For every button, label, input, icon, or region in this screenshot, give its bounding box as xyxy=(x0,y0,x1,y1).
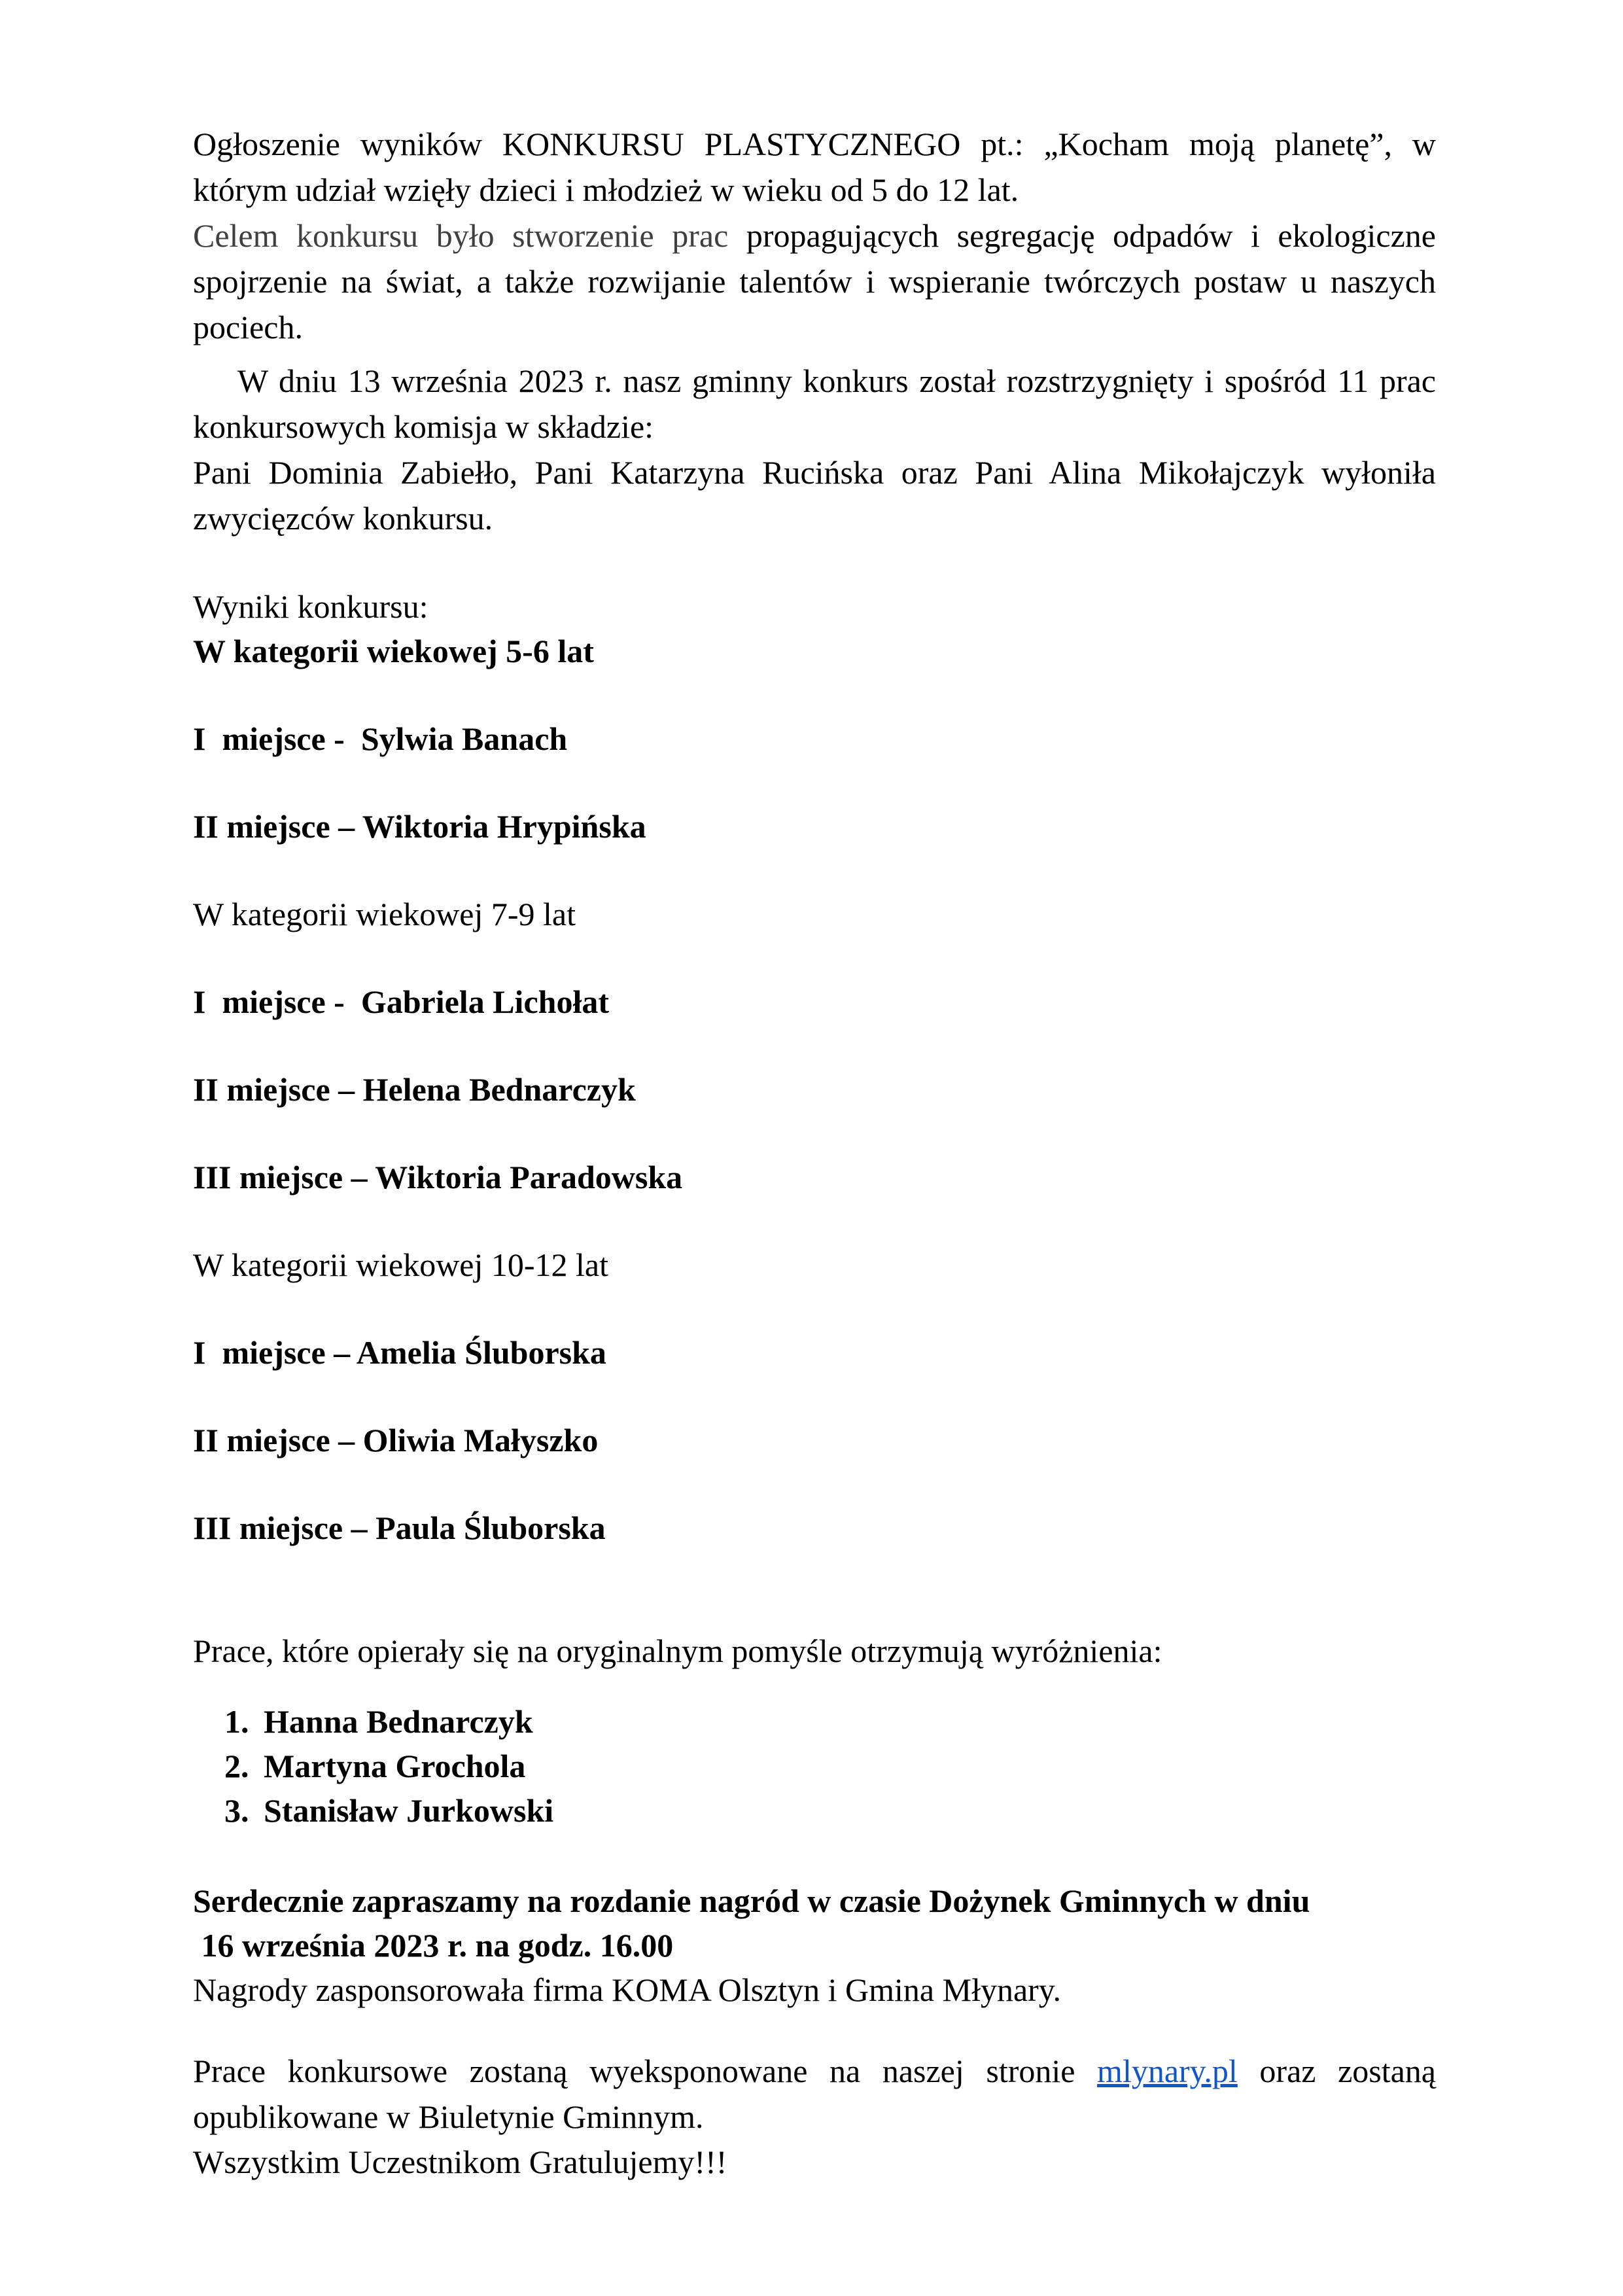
place-line: II miejsce – Helena Bednarczyk xyxy=(193,1071,636,1108)
works-text-after-link: oraz zostaną opublikowane w Biuletynie Gminnym. xyxy=(193,2053,1436,2135)
category-label-7-9: W kategorii wiekowej 7-9 lat xyxy=(193,896,576,932)
place-line: III miejsce – Wiktoria Paradowska xyxy=(193,1159,683,1195)
place-line: I miejsce – Amelia Śluborska xyxy=(193,1334,606,1371)
list-item xyxy=(193,1699,1436,1744)
announcement-paragraph: Ogłoszenie wyników KONKURSU PLASTYCZNEGO pt.: „Kocham moją planetę”, w którym udział wzięły dzieci i młodzież w wieku od 5 do 12 lat. xyxy=(193,126,1436,208)
results-heading: Wyniki konkursu: xyxy=(193,588,428,625)
distinctions-list xyxy=(193,1699,1436,1833)
works-text-before-link: Prace konkursowe zostaną wyeksponowane na naszej stronie xyxy=(193,2053,1098,2089)
place-line: III miejsce – Paula Śluborska xyxy=(193,1510,606,1546)
list-item-number: 2. xyxy=(224,1748,249,1784)
list-item-number: 3. xyxy=(224,1792,249,1829)
place-line: I miejsce - Gabriela Lichołat xyxy=(193,983,609,1020)
place-line: II miejsce – Oliwia Małyszko xyxy=(193,1422,599,1458)
list-item-name: Martyna Grochola xyxy=(264,1748,526,1784)
congratulations-line: Wszystkim Uczestnikom Gratulujemy!!! xyxy=(193,2144,727,2180)
category-label-10-12: W kategorii wiekowej 10-12 lat xyxy=(193,1246,609,1283)
list-item-name: Hanna Bednarczyk xyxy=(264,1703,533,1740)
invitation-line-2: 16 września 2023 r. na godz. 16.00 xyxy=(193,1927,674,1964)
goal-paragraph-gray-part: Celem konkursu było stworzenie prac xyxy=(193,217,729,254)
place-line: I miejsce - Sylwia Banach xyxy=(193,720,568,757)
list-item-name: Stanisław Jurkowski xyxy=(264,1792,554,1829)
works-paragraph xyxy=(193,2048,1436,2140)
list-item-number: 1. xyxy=(224,1703,249,1740)
goal-paragraph-black-part: propagujących segregację odpadów i ekologiczne spojrzenie na świat, a także rozwijanie talentów i wspieranie twórczych postaw u naszych pociech. xyxy=(193,217,1436,345)
invitation-line-1: Serdecznie zapraszamy na rozdanie nagród w czasie Dożynek Gminnych w dniu xyxy=(193,1882,1310,1919)
goal-paragraph xyxy=(193,213,1436,350)
category-label-5-6: W kategorii wiekowej 5-6 lat xyxy=(193,633,594,669)
list-item xyxy=(193,1788,1436,1833)
mlynary-link[interactable]: mlynary.pl xyxy=(1097,2053,1238,2089)
distinctions-intro: Prace, które opierały się na oryginalnym pomyśle otrzymują wyróżnienia: xyxy=(193,1633,1162,1669)
list-item xyxy=(193,1744,1436,1788)
sponsors-line: Nagrody zasponsorowała firma KOMA Olsztyn i Gmina Młynary. xyxy=(193,1971,1062,2008)
place-line: II miejsce – Wiktoria Hrypińska xyxy=(193,808,646,845)
committee-intro-paragraph: W dniu 13 września 2023 r. nasz gminny konkurs został rozstrzygnięty i spośród 11 prac konkursowych komisja w składzie: xyxy=(193,362,1436,445)
jury-paragraph: Pani Dominia Zabiełło, Pani Katarzyna Rucińska oraz Pani Alina Mikołajczyk wyłoniła zwycięzców konkursu. xyxy=(193,454,1436,537)
